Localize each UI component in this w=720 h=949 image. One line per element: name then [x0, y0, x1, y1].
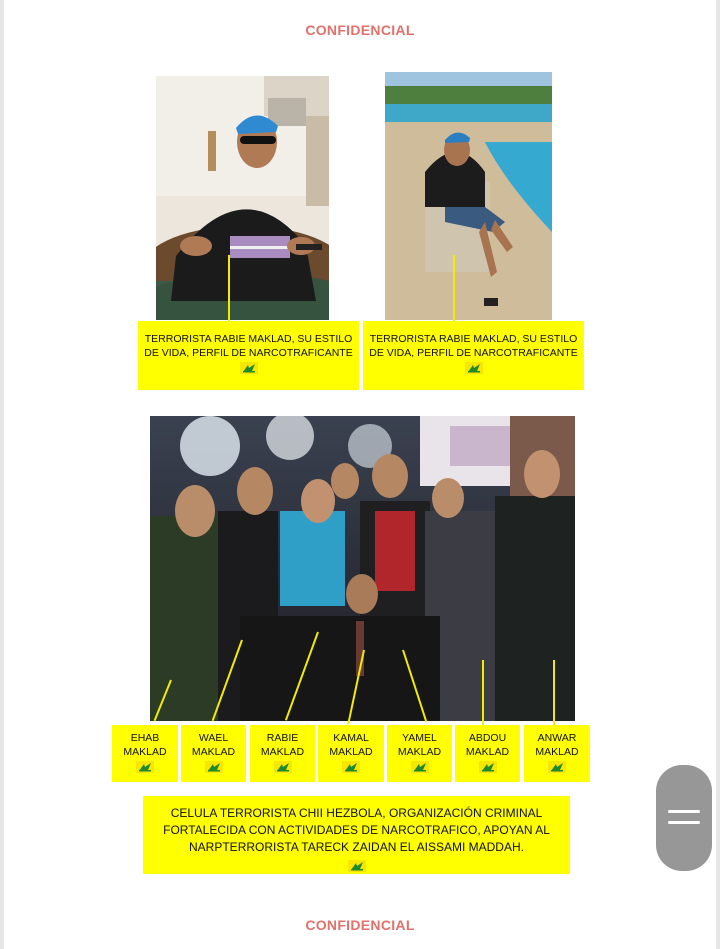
label-first-name: ANWAR: [537, 732, 577, 744]
pointer-line-anwar: [553, 660, 555, 726]
drag-handle-icon: [668, 821, 700, 824]
label-last-name: MAKLAD: [123, 746, 167, 758]
photo-rabie-poker-table: [156, 76, 329, 320]
label-first-name: WAEL: [198, 732, 229, 744]
hezbollah-emblem-icon: [548, 761, 566, 773]
caption-photo-1-line1: TERRORISTA RABIE MAKLAD, SU ESTILO: [144, 333, 353, 345]
pointer-line-photo-1: [228, 255, 230, 321]
photo-rabie-poolside: [385, 72, 552, 320]
label-ehab-maklad: [112, 725, 178, 782]
footer-confidential-label: CONFIDENCIAL: [305, 917, 415, 933]
label-first-name: RABIE: [266, 732, 299, 744]
pointer-line-photo-2: [453, 255, 455, 321]
caption-cell-line1: CELULA TERRORISTA CHII HEZBOLA, ORGANIZACIÓN CRIMINAL: [170, 806, 543, 820]
label-last-name: MAKLAD: [191, 746, 236, 758]
caption-cell-line3: NARPTERRORISTA TARECK ZAIDAN EL AISSAMI MADDAH.: [189, 840, 524, 854]
caption-cell-line2: FORTALECIDA CON ACTIVIDADES DE NARCOTRAFICO, APOYAN AL: [163, 823, 550, 837]
caption-photo-2: [363, 321, 584, 390]
pointer-line-abdou: [482, 660, 484, 726]
hezbollah-emblem-icon: [348, 860, 366, 872]
page-edge-left: [0, 0, 4, 949]
label-wael-maklad: [181, 725, 246, 782]
label-first-name: KAMAL: [333, 732, 369, 744]
label-first-name: ABDOU: [468, 732, 507, 744]
hezbollah-emblem-icon: [479, 761, 497, 773]
drag-handle-icon: [668, 810, 700, 813]
header-confidential-label: CONFIDENCIAL: [305, 22, 415, 38]
caption-photo-2-line1: TERRORISTA RABIE MAKLAD, SU ESTILO: [369, 333, 578, 345]
hezbollah-emblem-icon: [411, 761, 429, 773]
scroll-handle[interactable]: [656, 765, 712, 871]
label-first-name: YAMEL: [402, 732, 437, 744]
caption-photo-1-line2: DE VIDA, PERFIL DE NARCOTRAFICANTE: [144, 347, 353, 359]
label-last-name: MAKLAD: [260, 746, 305, 758]
caption-cell-description: [143, 796, 570, 874]
hezbollah-emblem-icon: [240, 362, 258, 374]
hezbollah-emblem-icon: [205, 761, 223, 773]
label-rabie-maklad: [250, 725, 315, 782]
hezbollah-emblem-icon: [274, 761, 292, 773]
label-last-name: MAKLAD: [465, 746, 510, 758]
label-last-name: MAKLAD: [535, 746, 579, 758]
hezbollah-emblem-icon: [136, 761, 154, 773]
label-first-name: EHAB: [130, 732, 160, 744]
caption-photo-2-line2: DE VIDA, PERFIL DE NARCOTRAFICANTE: [369, 347, 578, 359]
label-kamal-maklad: [318, 725, 384, 782]
label-last-name: MAKLAD: [329, 746, 373, 758]
hezbollah-emblem-icon: [342, 761, 360, 773]
label-abdou-maklad: [455, 725, 520, 782]
label-anwar-maklad: [524, 725, 590, 782]
label-last-name: MAKLAD: [397, 746, 442, 758]
label-yamel-maklad: [387, 725, 452, 782]
caption-photo-1: [138, 321, 359, 390]
photo-group-maklad: [150, 416, 575, 721]
hezbollah-emblem-icon: [465, 362, 483, 374]
page-edge-right: [716, 0, 720, 949]
